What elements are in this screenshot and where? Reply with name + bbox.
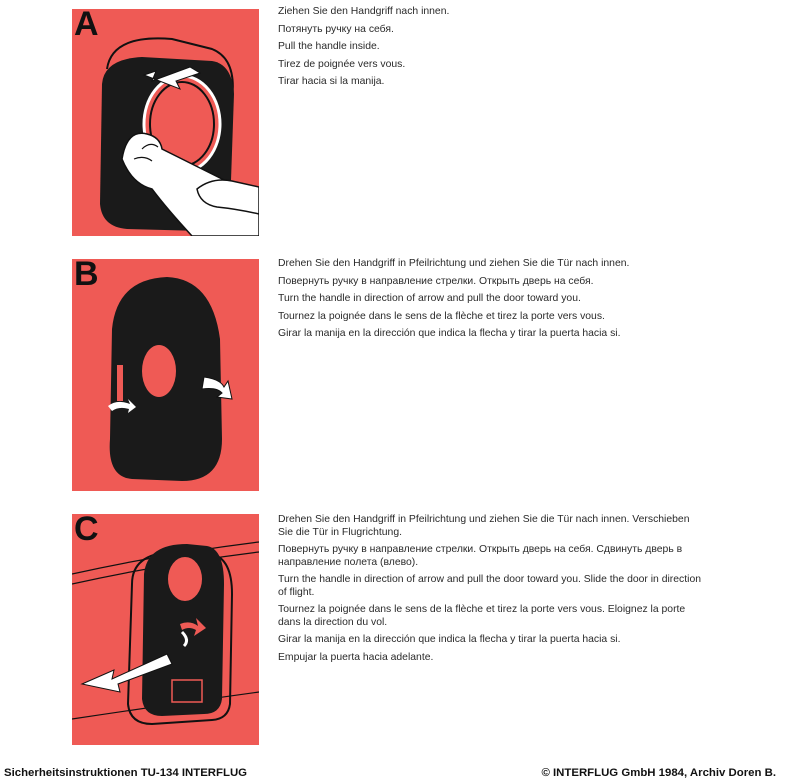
instruction-line: Empujar la puerta hacia adelante. <box>278 651 434 663</box>
instructions-c <box>278 514 706 669</box>
instruction-line: Drehen Sie den Handgriff in Pfeilrichtung und ziehen Sie die Tür nach innen. <box>278 258 630 269</box>
instructions-b <box>278 258 708 346</box>
instruction-line: Turn the handle in direction of arrow and pull the door toward you. <box>278 293 581 304</box>
instruction-line: Ziehen Sie den Handgriff nach innen. <box>278 6 450 17</box>
footer-copyright: © INTERFLUG GmbH 1984, Archiv Doren B. <box>541 767 776 779</box>
footer-title: Sicherheitsinstruktionen TU-134 INTERFLUG <box>4 767 248 779</box>
instruction-line: Потянуть ручку на себя. <box>278 23 394 35</box>
panel-letter: A <box>74 9 99 43</box>
instruction-line: Girar la manija en la dirección que indica la flecha y tirar la puerta hacia si. <box>278 634 621 645</box>
instruction-line: Tournez la poignée dans le sens de la flèche et tirez la porte vers vous. <box>278 310 605 322</box>
instruction-line: Drehen Sie den Handgriff in Pfeilrichtung und ziehen Sie die Tür nach innen. Verschieben Sie die Tür in Flugrichtung. <box>278 514 690 538</box>
instruction-line: Повернуть ручку в направление стрелки. Открыть дверь на себя. <box>278 275 594 287</box>
panel-c <box>72 514 259 745</box>
turn-handle-illustration <box>72 259 259 491</box>
panel-letter: C <box>74 514 99 548</box>
panel-letter: B <box>74 259 99 293</box>
slide-door-illustration <box>72 514 259 745</box>
panel-b <box>72 259 259 491</box>
instruction-line: Pull the handle inside. <box>278 41 380 52</box>
instruction-line: Girar la manija en la dirección que indica la flecha y tirar la puerta hacia si. <box>278 328 621 339</box>
pull-handle-illustration <box>72 9 259 236</box>
panel-a <box>72 9 259 236</box>
instruction-line: Tirar hacia si la manija. <box>278 76 385 87</box>
instruction-line: Tournez la poignée dans le sens de la flèche et tirez la porte vers vous. Eloignez la porte dans la direction du vol. <box>278 604 686 628</box>
instruction-line: Повернуть ручку в направление стрелки. Открыть дверь на себя. Сдвинуть дверь в направление полета (влево). <box>278 544 683 568</box>
instruction-line: Turn the handle in direction of arrow and pull the door toward you. Slide the door in direction of flight. <box>278 574 701 598</box>
instructions-a <box>278 6 708 94</box>
instruction-line: Tirez de poignée vers vous. <box>278 58 406 70</box>
